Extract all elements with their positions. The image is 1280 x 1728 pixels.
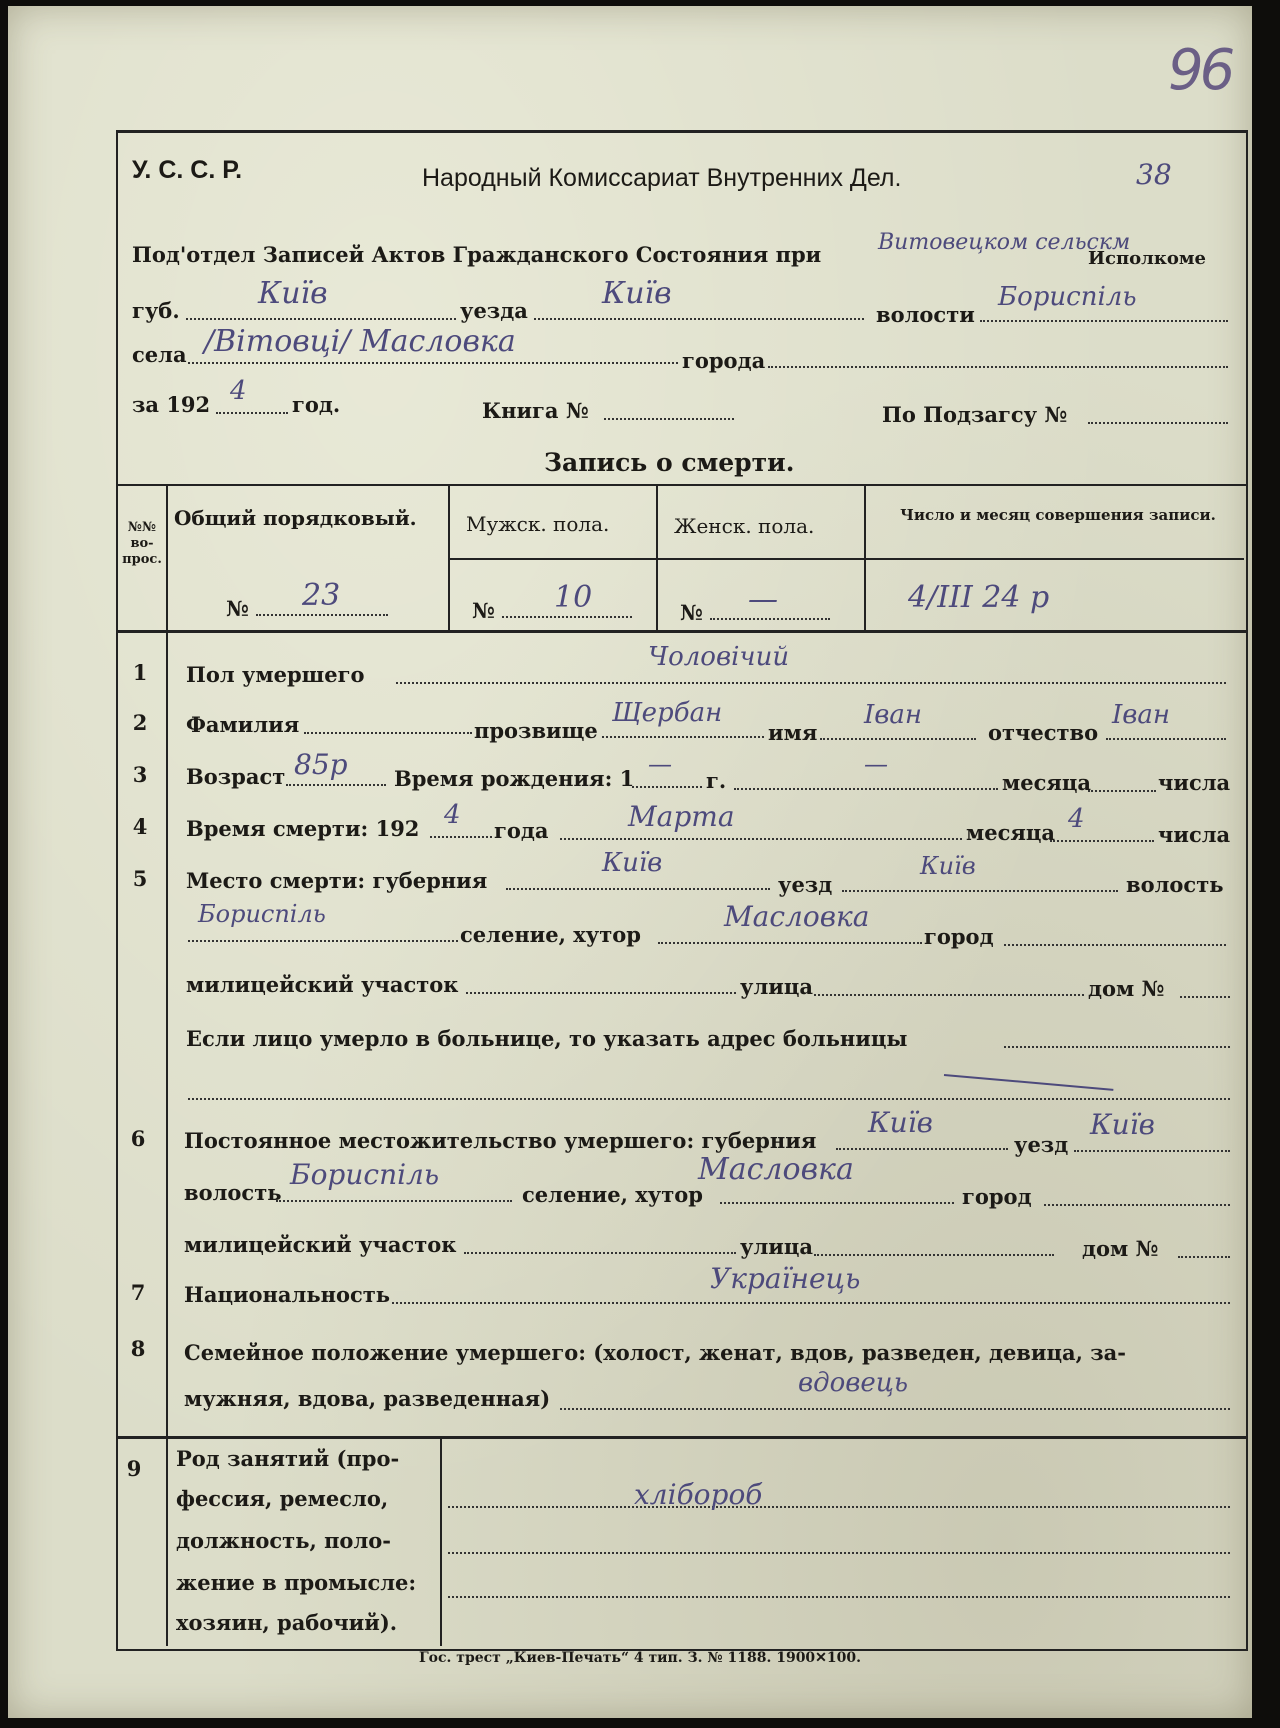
residence-volost-line: [276, 1200, 512, 1202]
goda-label: года: [494, 818, 549, 843]
row-number-4: 4: [132, 814, 148, 839]
death-day-label: числа: [1158, 822, 1231, 847]
name-handwritten: Іван: [864, 700, 923, 730]
occupation-label-4: жение в промысле:: [176, 1570, 417, 1595]
place-mil-line: [466, 992, 736, 994]
row-number-3: 3: [132, 762, 148, 787]
female-col-split: [658, 558, 864, 560]
subdept-handwritten: Витовецком сельскм: [878, 230, 1131, 255]
volost-handwritten: Бориспіль: [998, 282, 1137, 312]
family-label-2: мужняя, вдова, разведенная): [184, 1386, 551, 1411]
death-month-handwritten: Марта: [628, 800, 735, 833]
row-number-1: 1: [132, 660, 148, 685]
residence-mil-line: [464, 1252, 736, 1254]
uezd-line: [534, 318, 864, 320]
residence-volost-label: волость: [184, 1180, 282, 1205]
surname-label: Фамилия: [186, 712, 300, 737]
podzags-label: По Подзагсу №: [882, 402, 1068, 427]
goroda-line: [768, 366, 1228, 368]
nationality-handwritten: Українець: [710, 1262, 861, 1295]
place-gub-handwritten: Київ: [602, 848, 663, 878]
occupation-line-3: [448, 1596, 1230, 1598]
birth-year-line: [632, 786, 702, 788]
male-no: №: [472, 598, 495, 623]
residence-ulica-line: [814, 1254, 1054, 1256]
record-title: Запись о смерти.: [544, 448, 795, 477]
birth-month-handwritten: —: [864, 750, 888, 778]
death-month-label: месяца: [966, 820, 1056, 845]
birth-day-line: [1088, 790, 1156, 792]
residence-uezd-handwritten: Київ: [1090, 1108, 1155, 1141]
death-label: Время смерти: 192: [186, 816, 420, 841]
female-header: Женск. пола.: [674, 514, 815, 538]
death-month-line: [560, 838, 962, 840]
uezd-handwritten: Київ: [602, 276, 672, 311]
selo-line: [188, 362, 678, 364]
residence-mil-label: милицейский участок: [184, 1232, 457, 1257]
residence-gub-handwritten: Київ: [868, 1106, 933, 1139]
residence-selenie-label: селение, хутор: [522, 1182, 703, 1207]
male-col-split: [450, 558, 656, 560]
residence-label: Постоянное местожительство умершего: губерния: [184, 1128, 817, 1153]
qnum-header: №№ во- прос.: [122, 520, 162, 567]
male-number: 10: [554, 580, 593, 615]
patronymic-line: [1106, 738, 1226, 740]
place-ulica-label: улица: [740, 974, 813, 999]
place-label: Место смерти: губерния: [186, 868, 488, 893]
record-date: 4/III 24 р: [908, 580, 1050, 615]
subdept-label: Под'отдел Записей Актов Гражданского Состояния при: [132, 242, 822, 267]
place-volost-line: [188, 940, 458, 942]
date-header: Число и месяц совершения записи.: [900, 506, 1216, 524]
birth-day-label: числа: [1158, 770, 1231, 795]
occupation-col-line: [440, 1438, 442, 1646]
number-column-line: [166, 486, 168, 1646]
birth-month-line: [734, 788, 998, 790]
residence-selo-handwritten: Масловка: [698, 1152, 854, 1187]
commissariat-label: Народный Комиссариат Внутренних Дел.: [422, 164, 902, 192]
place-gub-line: [506, 888, 770, 890]
nationality-line: [392, 1302, 1230, 1304]
occupation-line-2: [448, 1552, 1230, 1554]
volost-line: [980, 320, 1228, 322]
residence-volost-handwritten: Бориспіль: [290, 1158, 440, 1191]
birth-g-label: г.: [706, 768, 727, 793]
residence-gorod-label: город: [962, 1184, 1032, 1209]
folio-number: 96: [1168, 38, 1232, 103]
surname-line: [304, 732, 472, 734]
patronymic-handwritten: Іван: [1112, 700, 1171, 730]
occupation-label-3: должность, поло-: [176, 1528, 391, 1553]
female-no: №: [680, 600, 703, 625]
subdept-tail: Исполкоме: [1088, 248, 1206, 269]
gub-handwritten: Київ: [258, 276, 328, 311]
nick-label: прозвище: [474, 718, 598, 743]
republic-label: У. С. С. Р.: [132, 156, 243, 184]
row-number-5: 5: [132, 866, 148, 891]
occupation-label-1: Род занятий (про-: [176, 1446, 400, 1471]
residence-selo-line: [720, 1202, 954, 1204]
male-header: Мужск. пола.: [466, 512, 610, 536]
row-number-9: 9: [126, 1456, 142, 1481]
row-number-2: 2: [132, 710, 148, 735]
residence-dom-line: [1178, 1256, 1230, 1258]
table-top-line: [116, 484, 1246, 486]
date-col-split: [866, 558, 1244, 560]
gub-label: губ.: [132, 298, 180, 323]
residence-dom-label: дом №: [1082, 1236, 1159, 1261]
row-number-6: 6: [130, 1126, 146, 1151]
place-volost-label: волость: [1126, 872, 1224, 897]
year-handwritten: 4: [230, 376, 247, 406]
age-handwritten: 85р: [294, 748, 348, 781]
gub-line: [186, 318, 456, 320]
female-line: [710, 618, 830, 620]
place-dom-label: дом №: [1088, 976, 1165, 1001]
row-number-8: 8: [130, 1336, 146, 1361]
place-uezd-label: уезд: [778, 872, 833, 897]
general-header: Общий порядковый.: [174, 506, 417, 530]
family-label-1: Семейное положение умершего: (холост, женат, вдов, разведен, девица, за-: [184, 1340, 1126, 1365]
male-line: [502, 616, 632, 618]
sex-handwritten: Чоловічий: [648, 642, 790, 672]
surname-handwritten: Щербан: [612, 698, 723, 728]
death-year-line: [430, 836, 492, 838]
volost-label: волости: [876, 302, 975, 327]
death-day-handwritten: 4: [1068, 804, 1085, 834]
name-line: [820, 738, 976, 740]
general-line: [256, 614, 388, 616]
age-line: [286, 784, 386, 786]
age-label: Возраст: [186, 764, 286, 789]
death-year-handwritten: 4: [444, 800, 461, 830]
place-selo-line: [658, 942, 922, 944]
year-label: за 192: [132, 392, 211, 417]
year-tail: год.: [292, 392, 341, 417]
book-line: [604, 418, 734, 420]
residence-uezd-label: уезд: [1014, 1132, 1069, 1157]
nationality-label: Национальность: [184, 1282, 391, 1307]
place-dom-line: [1180, 996, 1230, 998]
printer-imprint: Гос. трест „Киев-Печать“ 4 тип. З. № 1188. 1900✕100.: [419, 1650, 861, 1666]
occupation-top-line: [116, 1436, 1246, 1439]
family-line: [560, 1408, 1230, 1410]
commissariat-number: 38: [1136, 158, 1172, 191]
uezd-label: уезда: [460, 298, 528, 323]
birth-year-handwritten: —: [648, 750, 672, 778]
goroda-label: города: [682, 348, 766, 373]
residence-uezd-line: [1074, 1150, 1230, 1152]
birth-label: Время рождения: 1: [394, 766, 635, 791]
year-line: [216, 412, 288, 414]
residence-ulica-label: улица: [740, 1234, 813, 1259]
place-ulica-line: [814, 994, 1084, 996]
nick-line: [602, 736, 764, 738]
place-selenie-label: селение, хутор: [460, 922, 641, 947]
female-number: —: [748, 582, 778, 617]
place-uezd-handwritten: Київ: [920, 852, 976, 880]
patronymic-label: отчество: [988, 720, 1099, 745]
table-head-bottom-line: [116, 630, 1246, 633]
occupation-line-1: [448, 1506, 1230, 1508]
occupation-handwritten: хлібороб: [634, 1478, 763, 1511]
place-gorod-line: [1004, 944, 1226, 946]
general-number: 23: [302, 578, 341, 613]
place-mil-label: милицейский участок: [186, 972, 459, 997]
sex-label: Пол умершего: [186, 662, 365, 687]
document-sheet: [8, 6, 1252, 1718]
sex-line: [396, 682, 1226, 684]
place-gorod-label: город: [924, 924, 994, 949]
hospital-line-2: [188, 1098, 1230, 1100]
place-selo-handwritten: Масловка: [724, 900, 870, 933]
death-day-line: [1050, 840, 1154, 842]
place-volost-handwritten: Бориспіль: [198, 900, 326, 928]
general-no: №: [226, 596, 249, 621]
hospital-line-1: [1004, 1046, 1230, 1048]
selo-handwritten: /Вітовці/ Масловка: [204, 324, 516, 359]
name-label: имя: [768, 720, 818, 745]
birth-month-label: месяца: [1002, 770, 1092, 795]
hospital-label: Если лицо умерло в больнице, то указать адрес больницы: [186, 1026, 908, 1051]
occupation-label-2: фессия, ремесло,: [176, 1486, 389, 1511]
selo-label: села: [132, 342, 187, 367]
occupation-label-5: хозяин, рабочий).: [176, 1610, 398, 1635]
family-handwritten: вдовець: [798, 1368, 909, 1398]
place-uezd-line: [842, 890, 1118, 892]
podzags-line: [1088, 422, 1228, 424]
book-label: Книга №: [482, 398, 589, 423]
residence-gub-line: [836, 1148, 1008, 1150]
residence-gorod-line: [1044, 1204, 1230, 1206]
row-number-7: 7: [130, 1280, 146, 1305]
